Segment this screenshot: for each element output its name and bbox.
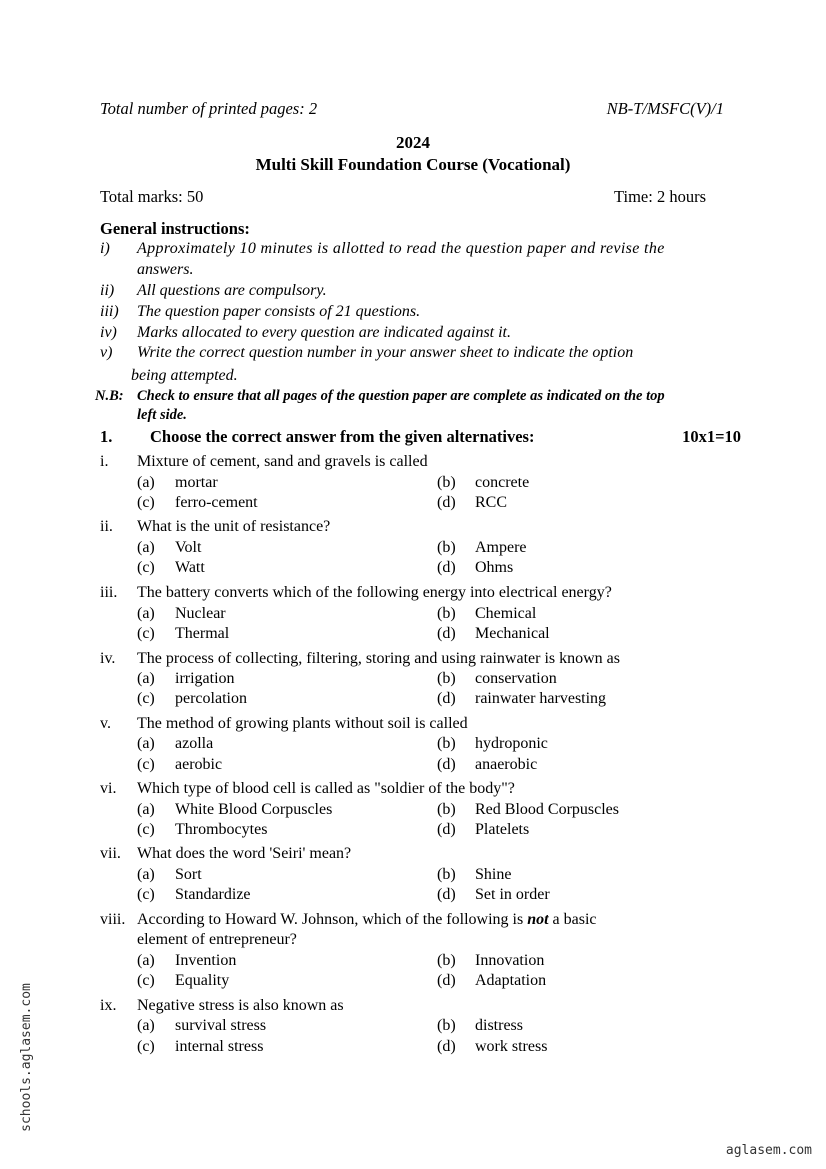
option-a: azolla <box>175 735 214 752</box>
question-number: iv. <box>100 650 116 667</box>
instruction-text: Approximately 10 minutes is allotted to read the question paper and revise the <box>137 240 665 257</box>
option-label-d: (d) <box>437 972 456 989</box>
instruction-number: i) <box>100 240 110 257</box>
instructions-title: General instructions: <box>100 219 250 238</box>
question-text: What is the unit of resistance? <box>137 518 331 535</box>
option-label-a: (a) <box>137 474 155 491</box>
option-a: Sort <box>175 866 202 883</box>
question-text-emphasis: not <box>527 911 549 928</box>
option-b: hydroponic <box>475 735 548 752</box>
question-text: Which type of blood cell is called as "soldier of the body"? <box>137 780 515 797</box>
option-label-d: (d) <box>437 559 456 576</box>
option-b: Red Blood Corpuscles <box>475 801 619 818</box>
option-label-c: (c) <box>137 690 155 707</box>
question-number: viii. <box>100 911 126 928</box>
question-number: v. <box>100 715 111 732</box>
question-text: The battery converts which of the following energy into electrical energy? <box>137 584 612 601</box>
question-text: Mixture of cement, sand and gravels is called <box>137 453 428 470</box>
option-b: Innovation <box>475 952 545 969</box>
instruction-text-cont: answers. <box>137 261 194 278</box>
option-label-a: (a) <box>137 539 155 556</box>
option-c: Thermal <box>175 625 230 642</box>
option-d: work stress <box>475 1038 548 1055</box>
option-label-b: (b) <box>437 801 456 818</box>
option-label-c: (c) <box>137 886 155 903</box>
question-text: The process of collecting, filtering, storing and using rainwater is known as <box>137 650 620 667</box>
paper-code: NB-T/MSFC(V)/1 <box>606 99 724 118</box>
option-d: Platelets <box>475 821 530 838</box>
instruction-text: Marks allocated to every question are indicated against it. <box>137 324 511 341</box>
question-text-post: a basic <box>552 911 597 928</box>
question-number: i. <box>100 453 109 470</box>
instruction-number: v) <box>100 344 113 361</box>
option-label-c: (c) <box>137 972 155 989</box>
total-marks: Total marks: 50 <box>100 187 204 206</box>
option-c: Standardize <box>175 886 251 903</box>
instruction-text: Write the correct question number in your answer sheet to indicate the option <box>137 344 634 361</box>
question-text <box>137 911 597 929</box>
option-c: percolation <box>175 690 247 707</box>
option-label-b: (b) <box>437 605 456 622</box>
option-label-d: (d) <box>437 690 456 707</box>
option-label-a: (a) <box>137 605 155 622</box>
option-label-b: (b) <box>437 474 456 491</box>
option-label-a: (a) <box>137 866 155 883</box>
question-number: iii. <box>100 584 118 601</box>
option-a: irrigation <box>175 670 235 687</box>
exam-time: Time: 2 hours <box>614 187 706 206</box>
option-label-c: (c) <box>137 1038 155 1055</box>
option-a: Invention <box>175 952 237 969</box>
option-b: Shine <box>475 866 512 883</box>
option-b: Ampere <box>475 539 527 556</box>
option-d: Ohms <box>475 559 514 576</box>
option-c: aerobic <box>175 756 223 773</box>
option-label-a: (a) <box>137 735 155 752</box>
option-label-b: (b) <box>437 670 456 687</box>
question-number: ix. <box>100 997 117 1014</box>
option-label-a: (a) <box>137 670 155 687</box>
question-number: vii. <box>100 845 121 862</box>
option-a: mortar <box>175 474 218 491</box>
question-text: The method of growing plants without soil is called <box>137 715 468 732</box>
option-label-c: (c) <box>137 756 155 773</box>
option-c: ferro-cement <box>175 494 258 511</box>
side-watermark: schools.aglasem.com <box>18 983 34 1132</box>
option-label-d: (d) <box>437 494 456 511</box>
instruction-text-cont: being attempted. <box>131 367 238 384</box>
option-c: Thrombocytes <box>175 821 268 838</box>
option-c: Watt <box>175 559 205 576</box>
section-title: Choose the correct answer from the given alternatives: <box>150 427 535 446</box>
instruction-text: All questions are compulsory. <box>137 282 327 299</box>
option-label-a: (a) <box>137 952 155 969</box>
option-label-b: (b) <box>437 952 456 969</box>
option-b: concrete <box>475 474 530 491</box>
nb-text: Check to ensure that all pages of the question paper are complete as indicated on the top <box>137 388 665 404</box>
option-label-b: (b) <box>437 1017 456 1034</box>
section-marks: 10x1=10 <box>682 427 741 446</box>
instruction-number: iii) <box>100 303 119 320</box>
option-label-c: (c) <box>137 559 155 576</box>
option-label-b: (b) <box>437 539 456 556</box>
option-label-a: (a) <box>137 1017 155 1034</box>
nb-text-cont: left side. <box>137 407 187 423</box>
option-d: Mechanical <box>475 625 550 642</box>
option-b: distress <box>475 1017 523 1034</box>
option-a: White Blood Corpuscles <box>175 801 333 818</box>
question-text: Negative stress is also known as <box>137 997 344 1014</box>
question-number: ii. <box>100 518 113 535</box>
nb-label: N.B: <box>95 388 124 404</box>
instruction-number: iv) <box>100 324 117 341</box>
option-d: Set in order <box>475 886 550 903</box>
section-number: 1. <box>100 427 113 446</box>
option-c: Equality <box>175 972 230 989</box>
option-a: Nuclear <box>175 605 226 622</box>
option-label-d: (d) <box>437 1038 456 1055</box>
question-number: vi. <box>100 780 117 797</box>
option-label-c: (c) <box>137 821 155 838</box>
exam-year: 2024 <box>396 133 430 152</box>
instruction-text: The question paper consists of 21 questions. <box>137 303 421 320</box>
option-label-b: (b) <box>437 866 456 883</box>
option-label-d: (d) <box>437 625 456 642</box>
instruction-number: ii) <box>100 282 115 299</box>
option-d: rainwater harvesting <box>475 690 607 707</box>
option-d: RCC <box>475 494 508 511</box>
option-label-d: (d) <box>437 821 456 838</box>
option-label-c: (c) <box>137 625 155 642</box>
question-text-cont: element of entrepreneur? <box>137 931 297 948</box>
option-a: Volt <box>175 539 202 556</box>
option-label-a: (a) <box>137 801 155 818</box>
option-label-d: (d) <box>437 886 456 903</box>
option-d: Adaptation <box>475 972 547 989</box>
option-c: internal stress <box>175 1038 264 1055</box>
option-b: conservation <box>475 670 557 687</box>
printed-pages-note: Total number of printed pages: 2 <box>100 99 318 118</box>
footer-watermark: aglasem.com <box>725 1143 812 1158</box>
option-d: anaerobic <box>475 756 538 773</box>
option-b: Chemical <box>475 605 537 622</box>
option-label-b: (b) <box>437 735 456 752</box>
option-label-c: (c) <box>137 494 155 511</box>
question-text: What does the word 'Seiri' mean? <box>137 845 352 862</box>
question-text-pre: According to Howard W. Johnson, which of the following is <box>137 911 524 928</box>
course-title: Multi Skill Foundation Course (Vocational) <box>255 155 571 174</box>
option-a: survival stress <box>175 1017 267 1034</box>
option-label-d: (d) <box>437 756 456 773</box>
